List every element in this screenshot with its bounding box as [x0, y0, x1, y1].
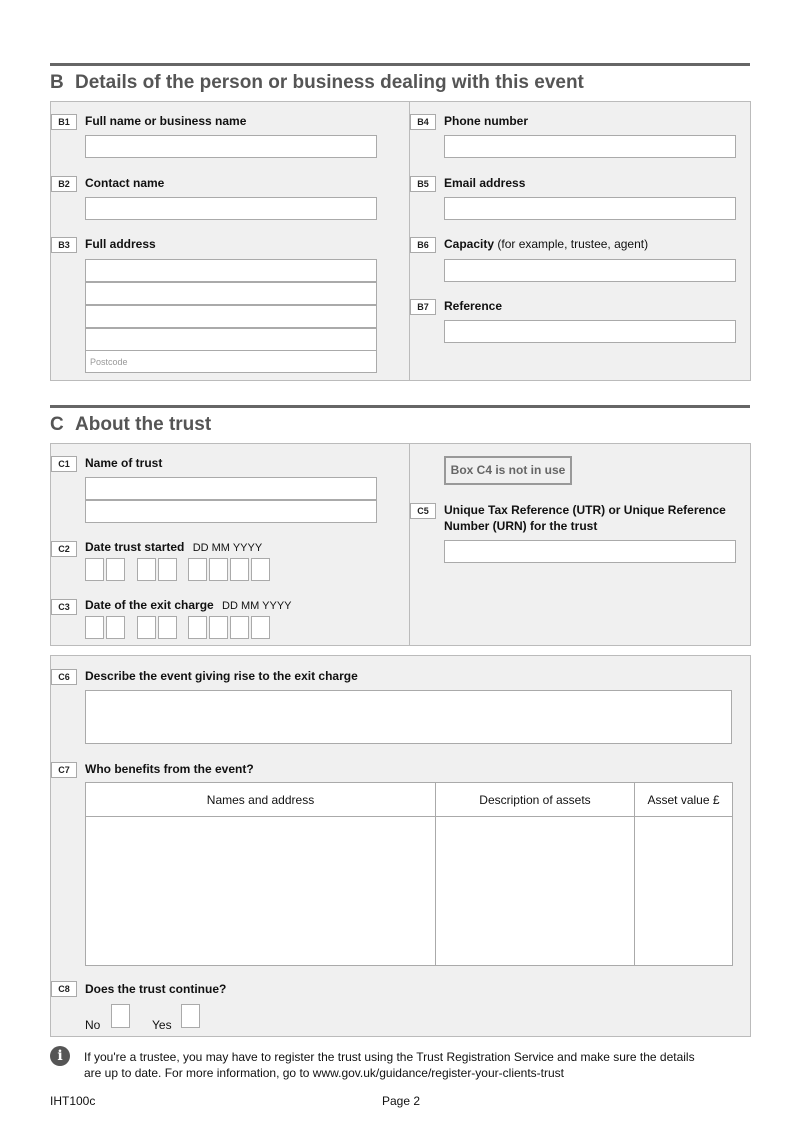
footer-page-number: Page 2	[382, 1094, 421, 1108]
c7-column-names-address: Names and address	[86, 783, 436, 817]
b3-postcode-field[interactable]	[85, 350, 377, 373]
section-c-heading: About the trust	[75, 414, 212, 435]
c3-badge: C3	[51, 599, 77, 615]
section-b-letter: B	[50, 72, 64, 93]
c3-year-digit-4[interactable]	[251, 616, 270, 639]
c7-beneficiaries-table	[85, 782, 733, 966]
c7-asset-description-cell[interactable]	[436, 817, 635, 966]
c3-month-digit-2[interactable]	[158, 616, 177, 639]
b3-address-line-4[interactable]	[85, 328, 377, 351]
info-text: If you're a trustee, you may have to register the trust using the Trust Registration Service and make sure the details are up to date. For more information, go to www.gov.uk/guidance/register-your-clients-trust	[84, 1050, 695, 1080]
c6-badge: C6	[51, 669, 77, 685]
b6-label	[444, 237, 648, 251]
section-b-title	[50, 72, 584, 94]
c7-asset-value-cell[interactable]	[635, 817, 733, 966]
b6-label-text: Capacity	[444, 237, 495, 251]
b3-address-line-3[interactable]	[85, 305, 377, 328]
c2-label-text: Date trust started	[85, 540, 185, 554]
c2-label	[85, 540, 262, 554]
b5-email-field[interactable]	[444, 197, 736, 220]
c1-trust-name-line-1[interactable]	[85, 477, 377, 500]
c2-year-digit-4[interactable]	[251, 558, 270, 581]
c5-badge: C5	[410, 503, 436, 519]
c1-label: Name of trust	[85, 456, 163, 470]
b3-badge: B3	[51, 237, 77, 253]
section-b-rule	[50, 63, 750, 66]
footer-form-code: IHT100c	[50, 1094, 96, 1108]
c3-day-digit-2[interactable]	[106, 616, 125, 639]
c7-label: Who benefits from the event?	[85, 762, 254, 776]
b3-postcode-placeholder: Postcode	[90, 357, 128, 367]
c7-names-address-cell[interactable]	[86, 817, 436, 966]
c2-badge: C2	[51, 541, 77, 557]
b1-badge: B1	[51, 114, 77, 130]
c7-badge: C7	[51, 762, 77, 778]
section-c-divider	[409, 444, 410, 645]
c3-year-digit-1[interactable]	[188, 616, 207, 639]
b2-badge: B2	[51, 176, 77, 192]
b4-label: Phone number	[444, 114, 529, 128]
c7-table-header-row	[86, 783, 733, 817]
c2-month-digit-2[interactable]	[158, 558, 177, 581]
c3-label	[85, 598, 292, 612]
c2-day-digit-2[interactable]	[106, 558, 125, 581]
c6-label: Describe the event giving rise to the exit charge	[85, 669, 358, 683]
c2-day-digit-1[interactable]	[85, 558, 104, 581]
c6-event-description-field[interactable]	[85, 690, 732, 744]
b3-label: Full address	[85, 237, 156, 251]
c2-date-format: DD MM YYYY	[192, 542, 263, 554]
c8-yes-checkbox[interactable]	[181, 1004, 200, 1028]
c1-trust-name-line-2[interactable]	[85, 500, 377, 523]
c2-year-digit-2[interactable]	[209, 558, 228, 581]
c3-label-text: Date of the exit charge	[85, 598, 214, 612]
b7-badge: B7	[410, 299, 436, 315]
b2-label: Contact name	[85, 176, 165, 190]
b6-capacity-field[interactable]	[444, 259, 736, 282]
c7-column-asset-value: Asset value £	[635, 783, 733, 817]
b1-full-name-field[interactable]	[85, 135, 377, 158]
c2-year-digit-3[interactable]	[230, 558, 249, 581]
c3-year-digit-2[interactable]	[209, 616, 228, 639]
section-c-rule	[50, 405, 750, 408]
c4-not-in-use-notice: Box C4 is not in use	[444, 456, 572, 485]
c8-no-label: No	[85, 1018, 101, 1032]
c8-yes-label: Yes	[152, 1018, 172, 1032]
c1-badge: C1	[51, 456, 77, 472]
c3-month-digit-1[interactable]	[137, 616, 156, 639]
b6-badge: B6	[410, 237, 436, 253]
b4-badge: B4	[410, 114, 436, 130]
b3-address-line-1[interactable]	[85, 259, 377, 282]
b5-badge: B5	[410, 176, 436, 192]
b1-label: Full name or business name	[85, 114, 247, 128]
b7-reference-field[interactable]	[444, 320, 736, 343]
c7-table-entry-row	[86, 817, 733, 966]
c8-badge: C8	[51, 981, 77, 997]
c2-month-digit-1[interactable]	[137, 558, 156, 581]
b7-label: Reference	[444, 299, 503, 313]
c5-utr-field[interactable]	[444, 540, 736, 563]
b4-phone-field[interactable]	[444, 135, 736, 158]
c7-column-asset-description: Description of assets	[436, 783, 635, 817]
c8-no-checkbox[interactable]	[111, 1004, 130, 1028]
info-icon: i	[50, 1046, 70, 1066]
c3-day-digit-1[interactable]	[85, 616, 104, 639]
c5-label: Unique Tax Reference (UTR) or Unique Reference Number (URN) for the trust	[444, 503, 726, 533]
section-c-title	[50, 414, 211, 436]
c3-year-digit-3[interactable]	[230, 616, 249, 639]
section-b-heading: Details of the person or business dealing with this event	[75, 72, 584, 93]
b3-address-line-2[interactable]	[85, 282, 377, 305]
b2-contact-name-field[interactable]	[85, 197, 377, 220]
c3-date-format: DD MM YYYY	[222, 600, 292, 612]
b6-hint: (for example, trustee, agent)	[497, 237, 649, 251]
section-c-letter: C	[50, 414, 64, 435]
c8-label: Does the trust continue?	[85, 982, 227, 996]
b5-label: Email address	[444, 176, 526, 190]
c2-year-digit-1[interactable]	[188, 558, 207, 581]
